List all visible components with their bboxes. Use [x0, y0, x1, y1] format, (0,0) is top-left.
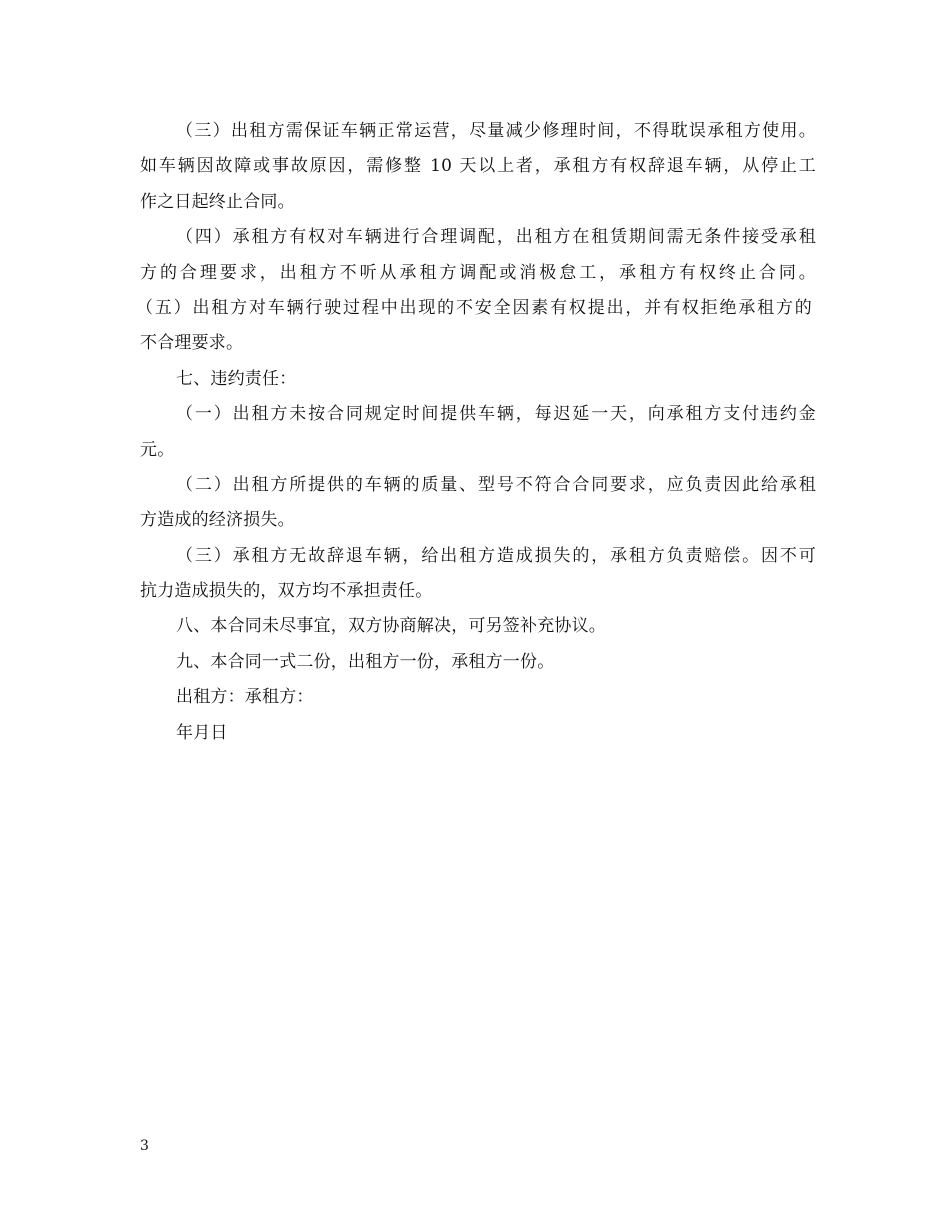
penalty-1-line-2: 元。 [140, 439, 175, 460]
clause-3-line-2: 如车辆因故障或事故原因，需修整 10 天以上者，承租方有权辞退车辆，从停止工 [140, 156, 816, 177]
penalty-2-line-2: 方造成的经济损失。 [140, 510, 295, 531]
clause-4-line-2: 方的合理要求，出租方不听从承租方调配或消极怠工，承租方有权终止合同。 [140, 262, 816, 283]
clause-4-line-1: （四）承租方有权对车辆进行合理调配，出租方在租赁期间需无条件接受承租 [176, 227, 816, 248]
clause-3-line-3: 作之日起终止合同。 [140, 191, 295, 212]
section-8: 八、本合同未尽事宜，双方协商解决，可另签补充协议。 [176, 616, 606, 637]
penalty-2-line-1: （二）出租方所提供的车辆的质量、型号不符合合同要求，应负责因此给承租 [176, 474, 816, 495]
clause-3-line-1: （三）出租方需保证车辆正常运营，尽量减少修理时间，不得耽误承租方使用。 [176, 121, 816, 141]
penalty-3-line-1: （三）承租方无故辞退车辆，给出租方造成损失的，承租方负责赔偿。因不可 [176, 545, 816, 566]
document-body [136, 114, 816, 751]
penalty-3-line-2: 抗力造成损失的，双方均不承担责任。 [140, 581, 433, 602]
signature-date: 年月日 [176, 722, 228, 743]
penalty-1-line-1: （一）出租方未按合同规定时间提供车辆，每迟延一天，向承租方支付违约金 [176, 404, 816, 425]
section-9: 九、本合同一式二份，出租方一份，承租方一份。 [176, 651, 555, 672]
signature-parties: 出租方：承租方： [176, 687, 314, 708]
clause-5-line-1: （五）出租方对车辆行驶过程中出现的不安全因素有权提出，并有权拒绝承租方的 [136, 297, 812, 318]
section-7-heading: 七、违约责任： [176, 368, 297, 389]
page-number: 3 [140, 1138, 149, 1154]
clause-5-line-2: 不合理要求。 [140, 333, 244, 354]
